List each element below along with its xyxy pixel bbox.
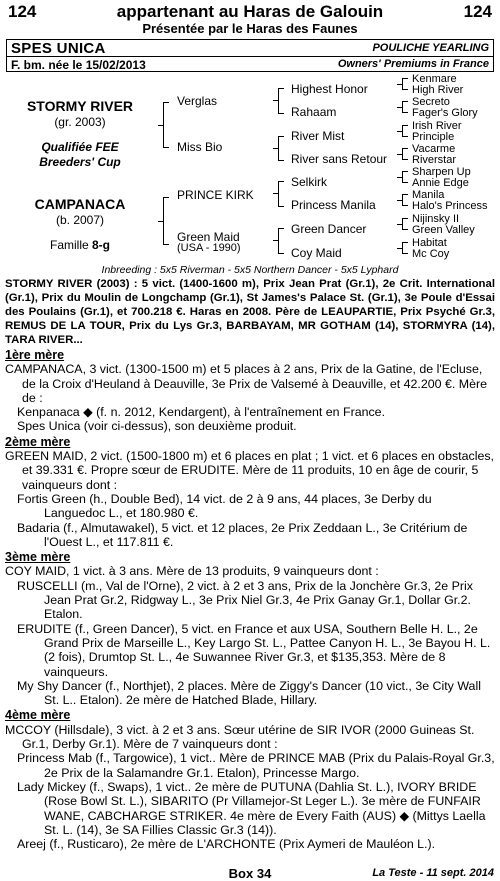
sire-name: STORMY RIVER [26,98,134,114]
mere-4-line-1: Princess Mab (f., Targowice), 1 vict.. Mère de PRINCE MAB (Prix du Palais-Royal Gr.3, 2e Prix de la Salamandre Gr.1. Etalon), Princesse Margo. [17,751,495,780]
gen4-10: Annie Edge [412,177,469,189]
heading-mere-3: 3ème mère [5,550,71,565]
dam-name: CAMPANACA [34,196,126,212]
gen3-5: Selkirk [291,175,328,189]
dam-detail: (b. 2007) [55,213,105,227]
gen4-8: Riverstar [412,154,457,166]
mere-3-line-3: My Shy Dancer (f., Northjet), 2 places. Mère de Ziggy's Dancer (10 vict., 3e City Wall St. L.. Etalon). 2e mère de Hatched Blade, Hillary. [17,678,481,708]
gen4-6: Principle [412,131,455,143]
sale-place-date: La Teste - 11 sept. 2014 [372,867,494,879]
gen4-3: Secreto [412,96,450,108]
gen4-9: Sharpen Up [412,166,471,178]
gen4-7: Vacarme [412,143,456,155]
gen4-15: Habitat [412,237,447,249]
mere-2-text: GREEN MAID, 2 vict. (1500-1800 m) et 6 places en plat ; 1 vict. et 6 places en obstacles, et 39.331 €. Propre sœur de ERUDITE. Mère de 11 produits, 10 en âge de courir, 5 vainqueurs dont : [5,449,494,492]
lot-number: 124 [8,2,37,21]
lot-number-right: 124 [463,2,492,21]
mere-2-line-2: Badaria (f., Almutawakel), 5 vict. et 12 places, 2e Prix Zeddaan L., 3e Critérium de l'Ouest L., et 117.811 €. [17,520,468,549]
horse-name: SPES UNICA [11,40,106,57]
gen3-8: Coy Maid [291,246,342,260]
mere-3-text: COY MAID, 1 vict. à 3 ans. Mère de 13 produits, 9 vainqueurs dont : [5,564,379,579]
gen4-4: Fager's Glory [412,107,478,119]
horse-name-bar [6,39,494,57]
gen3-3: River Mist [291,129,345,143]
mere-1-line-1: Kenpanaca ◆ (f. n. 2012, Kendargent), à l'entraînement en France. [17,405,386,420]
gen4-13: Nijinsky II [412,213,460,225]
gen3-4: River sans Retour [291,152,388,166]
heading-mere-4: 4ème mère [5,708,71,723]
mere-4-line-2: Lady Mickey (f., Swaps), 1 vict.. 2e mère de PUTUNA (Dahlia St. L.), IVORY BRIDE (Rose Bowl St. L.), SIBARITO (Pr Villamejor-St Leger L.). 3e mère de FUNFAIR WANE, CABCHARGE STRIKER. 4e mère de Every Faith (AUS) ◆ (Mittys Laella St. L. (14), 3e SA Fillies Classic Gr.3 (14)). [17,779,486,837]
gen4-1: Kenmare [412,73,457,85]
mere-1-text: CAMPANACA, 3 vict. (1300-1500 m) et 5 places à 2 ans, Prix de la Gatine, de l'Ecluse, de la Croix d'Heuland à Deauville, 3e Prix de Valsemé à Deauville, et 42.200 €. Mère de : [5,362,487,405]
owners-premiums: Owners' Premiums in France [337,58,489,70]
gen4-5: Irish River [412,120,462,132]
mere-3-line-2: ERUDITE (f., Green Dancer), 5 vict. en France et aux USA, Southern Belle H. L., 2e Grand Prix de Marseille L., Key Largo St. L., Pattee Canyon H. L., 3e Bayou H. L. (2 fois), Drumtop St. L., 4e Suwannee River Gr.3, et $135,353. Mère de 8 vainqueurs. [17,621,491,679]
mere-4-text: MCCOY (Hillsdale), 3 vict. à 2 et 3 ans. Sœur utérine de SIR IVOR (2000 Guineas St. Gr.1, Derby Gr.1). Mère de 7 vainqueurs dont : [5,722,475,752]
gen4-16: Mc Coy [412,248,450,260]
sire-detail: (gr. 2003) [54,115,106,129]
bracket [163,197,164,245]
inbreeding-line: Inbreeding : 5x5 Riverman - 5x5 Northern Dancer - 5x5 Lyphard [101,264,399,276]
mere-1-line-2: Spes Unica (voir ci-dessus), son deuxième produit. [17,419,297,434]
sire-sire: Verglas [177,94,218,108]
bracket [163,102,164,148]
presented-by: Présentée par le Haras des Faunes [142,21,358,36]
sire-dam: Miss Bio [177,140,223,154]
heading-mere-1: 1ère mère [5,348,65,362]
gen4-12: Halo's Princess [412,200,488,212]
horse-sex: POULICHE YEARLING [372,42,489,54]
dam-dam-detail: (USA - 1990) [177,242,241,254]
sire-record: STORMY RIVER (2003) : 5 vict. (1400-1600 m), Prix Jean Prat (Gr.1), 2e Crit. International (Gr.1), Prix du Moulin de Longchamp (Gr.1), St James's Palace St. (Gr.1), 3e Poule d'Essai des Poulains (Gr.1), et 700.218 €. Haras en 2008. Père de LEAUPARTIE, Prix Psyché Gr.3, REMUS DE LA TOUR, Prix du Lys Gr.3, BARBAYAM, MR GOTHAM (14), STORMYRA (14), TARA RIVER... [5,278,495,346]
mere-4-line-3: Areej (f., Rusticaro), 2e mère de L'ARCHONTE (Prix Aymeri de Mauléon L.). [17,837,436,852]
heading-mere-2: 2ème mère [5,434,71,449]
mere-3-line-1: RUSCELLI (m., Val de l'Orne), 2 vict. à 2 et 3 ans, Prix de la Jonchère Gr.3, 2e Prix Jean Prat Gr.2, Ridgway L., 3e Prix Niel Gr.3, 4e Prix Ganay Gr.1, Dollar Gr.2. Etalon. [17,578,473,622]
pedigree-table [0,72,500,278]
box-number: Box 34 [228,866,272,881]
birth-date: F. bm. née le 15/02/2013 [11,58,146,72]
dam-sire: PRINCE KIRK [177,188,254,202]
gen4-14: Green Valley [412,224,475,236]
gen3-7: Green Dancer [291,222,367,236]
famille: Famille 8-g [49,238,110,252]
mere-2-line-1: Fortis Green (h., Double Bed), 14 vict. de 2 à 9 ans, 44 places, 3e Derby du Languedoc L., et 180.980 €. [17,491,432,521]
page-footer [0,866,500,881]
sire-note-1: Qualifiée FEE [41,140,119,154]
dam-dam: Green Maid [177,230,240,244]
catalogue-body [5,277,495,851]
gen4-2: High River [412,84,464,96]
sire-note-2: Breeders' Cup [39,155,121,169]
birth-bar [6,56,494,72]
gen3-2: Rahaam [291,105,337,119]
gen3-6: Princess Manila [291,198,376,212]
gen4-11: Manila [412,189,445,201]
owner-line: appartenant au Haras de Galouin [116,2,384,21]
gen3-1: Highest Honor [291,82,368,96]
